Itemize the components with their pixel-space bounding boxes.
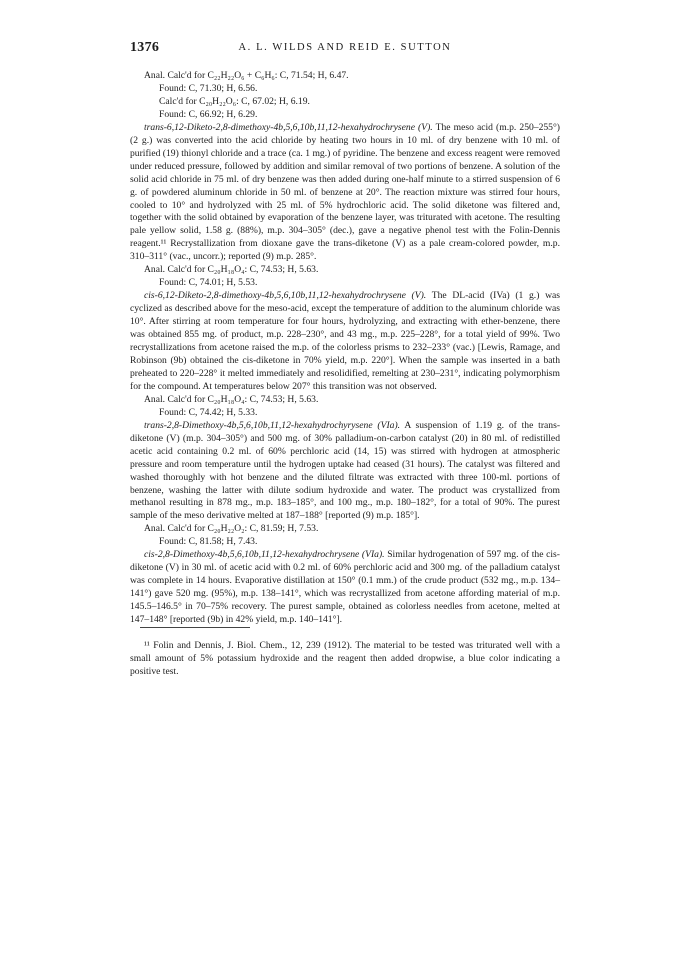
analysis-calc: Anal. Calc'd for C₂₀H₁₈O₄: C, 74.53; H, 5.63. — [144, 264, 319, 276]
paragraph-text: The DL-acid (IVa) (1 g.) was cyclized as described above for the meso-acid, except the temperature of addition to the aluminum chloride was 10°. After stirring at room temperature for four hours, hydrolyzing, and extracting with ether-benzene, there was obtained 855 mg. of product, m.p. 228–230°, and 43 mg., m.p. 225–228°, for a total yield of 99%. Two recrystallizations from acetone raised the m.p. of the colorless prisms to 232–233° (vac.) [Lewis, Ramage, and Robinson (9b) obtained the cis-diketone in 70% yield, m.p. 220°]. When the sample was inserted in a bath preheated to 220–228° it melted immediately and resolidified, remelting at 230–231°, indicating polymorphism for the compound. At temperatures below 207° this transition was not observed. — [130, 290, 560, 392]
analysis-calc: Anal. Calc'd for C₂₀H₁₈O₄: C, 74.53; H, 5.63. — [144, 393, 319, 405]
experimental-paragraph — [130, 290, 560, 394]
paragraph-text: Similar hydrogenation of 597 mg. of the cis-diketone (V) in 30 ml. of acetic acid with 0.2 ml. of 60% perchloric acid and 300 mg. of the palladium catalyst was complete in 14 hours. Evaporative distillation at 150° (0.1 mm.) of the crude product (532 mg., m.p. 134–141°) gave 520 mg. (95%), m.p. 138–141°, which was recrystallized from acetone affording material of m.p. 145.5–146.5° in 70–75% recovery. The purest sample, obtained as colorless needles from acetone, melted at 147–148° [reported (9b) in 42% yield, m.p. 140–141°]. — [130, 549, 560, 626]
experimental-paragraph — [130, 549, 560, 627]
compound-heading: trans-6,12-Diketo-2,8-dimethoxy-4b,5,6,10b,11,12-hexahydrochrysene (V). — [144, 121, 433, 133]
analysis-found: Found: C, 66.92; H, 6.29. — [159, 108, 258, 120]
running-title: A. L. WILDS AND REID E. SUTTON — [238, 42, 452, 53]
paragraph-text: A suspension of 1.19 g. of the trans-diketone (V) (m.p. 304–305°) and 500 mg. of 30% palladium-on-carbon catalyst (20) in 80 ml. of redistilled acetic acid containing 0.2 ml. of 60% perchloric acid (14, 15) was stirred with hydrogen at atmospheric pressure and room temperature until the hydrogen uptake had ceased (31 hours). The catalyst was filtered and washed thoroughly with hot benzene and the diluted filtrate was extracted with three 100-ml. portions of benzene, washing the latter with dilute sodium hydroxide and water. The product was crystallized from methanol resulting in 878 mg., m.p. 183–185°, and 100 mg., m.p. 180–182°, for a total of 90%. The purest sample of the meso derivative melted at 187–188° [reported (9) m.p. 185°]. — [130, 419, 561, 522]
analysis-calc: Anal. Calc'd for C₂₂H₂₂O₆ + C₆H₆: C, 71.54; H, 6.47. — [144, 70, 349, 81]
analysis-found: Found: C, 74.42; H, 5.33. — [159, 406, 258, 418]
experimental-paragraph — [130, 420, 560, 524]
experimental-paragraph — [130, 122, 560, 264]
paragraph-text: The meso acid (m.p. 250–255°) (2 g.) was converted into the acid chloride by heating two hours in 10 ml. of dry benzene with 10 ml. of purified (19) thionyl chloride and a trace (ca. 1 mg.) of pyridine. The benzene and excess reagent were removed under reduced pressure, followed by addition and similar removal of two portions of benzene. A solution of the solid acid chloride in 75 ml. of dry benzene was then added during one-half minute to a stirred suspension of 6 g. of powdered aluminum chloride in 50 ml. of benzene at 20°. The reaction mixture was stirred four hours, cooled to 10° and hydrolyzed with 25 ml. of 5% hydrochloric acid. The solid diketone was filtered and, together with the solid obtained by evaporation of the benzene layer, was triturated with acetone. The resulting pale yellow solid, 1.58 g. (88%), m.p. 304–305° (dec.), gave a negative phenol test with the Folin-Dennis reagent.¹¹ Recrystallization from dioxane gave the trans-diketone (V) as a pale cream-colored powder, m.p. 310–311° (vac., uncorr.); reported (9) m.p. 285°. — [130, 121, 561, 263]
footnote-divider — [140, 627, 250, 628]
compound-heading: cis-2,8-Dimethoxy-4b,5,6,10b,11,12-hexahydrochrysene (VIa). — [144, 549, 385, 561]
analysis-found: Found: C, 81.58; H, 7.43. — [159, 536, 258, 548]
page-number: 1376 — [130, 40, 160, 55]
article-body — [130, 70, 560, 627]
compound-heading: trans-2,8-Dimethoxy-4b,5,6,10b,11,12-hexahydrochyrysene (VIa). — [144, 419, 401, 431]
page-header — [130, 40, 560, 58]
analysis-found: Found: C, 74.01; H, 5.53. — [159, 277, 258, 289]
footnote: ¹¹ Folin and Dennis, J. Biol. Chem., 12, 239 (1912). The material to be tested was triturated well with a small amount of 5% potassium hydroxide and the reagent then added dropwise, a blue color indicating a positive test. — [130, 640, 560, 677]
analysis-found: Found: C, 71.30; H, 6.56. — [159, 82, 258, 94]
analysis-calc: Anal. Calc'd for C₂₀H₂₂O₂: C, 81.59; H, 7.53. — [144, 523, 319, 535]
compound-heading: cis-6,12-Diketo-2,8-dimethoxy-4b,5,6,10b,11,12-hexahydrochrysene (V). — [144, 290, 427, 302]
analysis-calc: Calc'd for C₂₀H₂₂O₆: C, 67.02; H, 6.19. — [159, 95, 310, 107]
